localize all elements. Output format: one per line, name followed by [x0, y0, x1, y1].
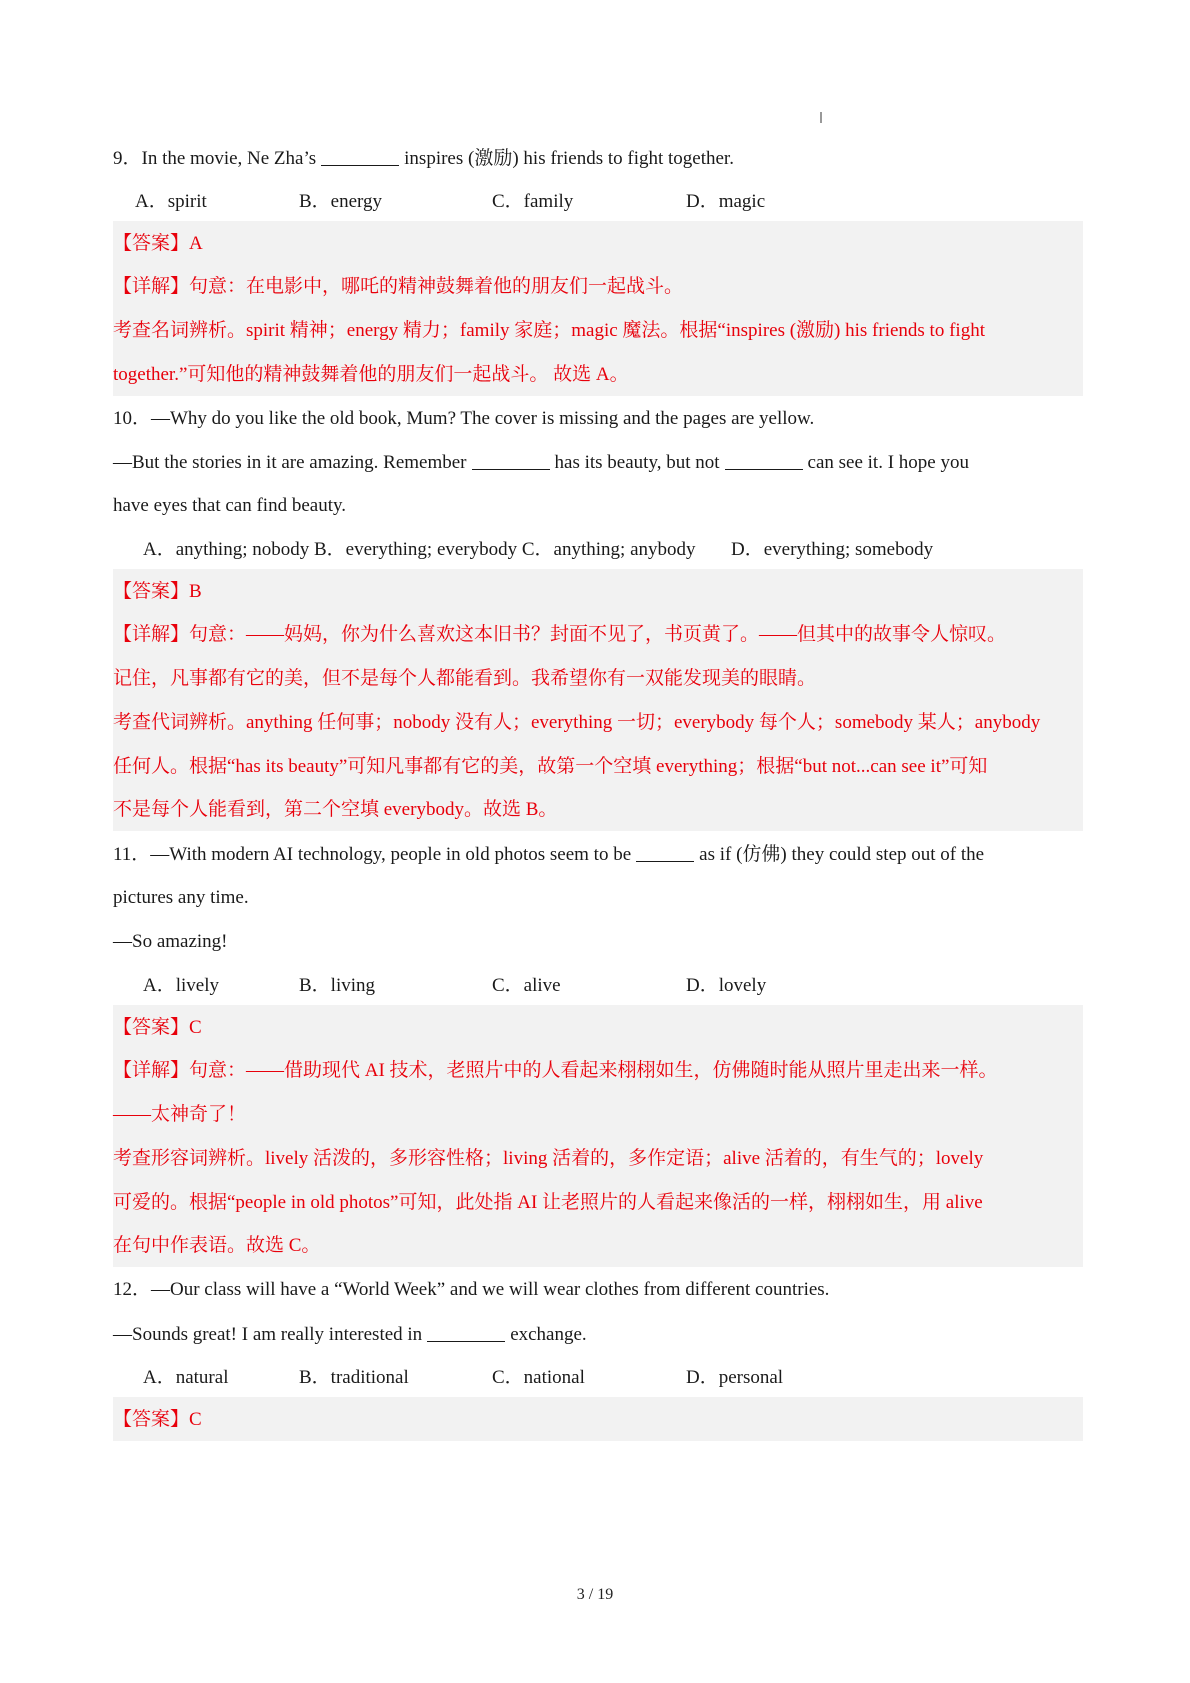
q12-option-b: B．traditional [299, 1367, 409, 1388]
q10-detail-2: 记住，凡事都有它的美，但不是每个人都能看到。我希望你有一双能发现美的眼睛。 [113, 668, 817, 689]
q9-detail-3: together.”可知他的精神鼓舞着他的朋友们一起战斗。 故选 A。 [113, 364, 629, 385]
q10-blank-2 [725, 452, 803, 470]
q9-option-a: A．spirit [135, 191, 207, 212]
q9-detail-2: 考查名词辨析。spirit 精神；energy 精力；family 家庭；magic 魔法。根据“inspires (激励) his friends to fight [113, 320, 985, 341]
q11-blank [636, 844, 694, 862]
q11-detail-1: 【详解】句意：——借助现代 AI 技术，老照片中的人看起来栩栩如生，仿佛随时能从照片里走出来一样。 [113, 1060, 998, 1081]
q11-option-d: D．lovely [686, 975, 767, 996]
q9-stem-start: 9．In the movie, Ne Zha’s [113, 148, 317, 169]
q11-detail-2: ——太神奇了！ [113, 1104, 247, 1125]
q12-stem-2 [113, 1322, 587, 1347]
q10-detail-4: 任何人。根据“has its beauty”可知凡事都有它的美，故第一个空填 everything；根据“but not...can see it”可知 [113, 756, 988, 777]
q12-stem-2-end: exchange. [510, 1324, 587, 1345]
q10-blank-1 [472, 452, 550, 470]
q12-stem-2-start: —Sounds great! I am really interested in [113, 1324, 423, 1345]
q11-detail-4: 可爱的。根据“people in old photos”可知，此处指 AI 让老照片的人看起来像活的一样，栩栩如生，用 alive [113, 1192, 983, 1213]
q10-answer: 【答案】B [113, 581, 202, 602]
q9-answer: 【答案】A [113, 233, 203, 254]
q12-option-d: D．personal [686, 1367, 784, 1388]
q9-stem [113, 146, 734, 171]
q9-option-b: B．energy [299, 191, 383, 212]
q11-answer: 【答案】C [113, 1017, 202, 1038]
q12-blank [427, 1324, 505, 1342]
q9-option-d: D．magic [686, 191, 766, 212]
q10-stem-2-start: —But the stories in it are amazing. Remember [113, 452, 467, 473]
q12-option-a: A．natural [143, 1367, 229, 1388]
q12-option-c: C．national [492, 1367, 585, 1388]
q10-detail-5: 不是每个人能看到，第二个空填 everybody。故选 B。 [113, 799, 558, 820]
q10-stem-2-end: can see it. I hope you [807, 452, 969, 473]
q9-option-c: C．family [492, 191, 574, 212]
q10-stem-1: 10．—Why do you like the old book, Mum? The cover is missing and the pages are yellow. [113, 408, 815, 429]
q12-answer-box [113, 1397, 1083, 1441]
q12-stem-1: 12．—Our class will have a “World Week” and we will wear clothes from different countries. [113, 1279, 830, 1300]
page-marker [820, 112, 822, 123]
q10-option-d: D．everything; somebody [731, 539, 934, 560]
q9-blank [321, 148, 399, 166]
q10-options-abc: A．anything; nobody B．everything; everybody C．anything; anybody [143, 539, 696, 560]
q11-stem-2: pictures any time. [113, 887, 249, 908]
q11-detail-3: 考查形容词辨析。lively 活泼的，多形容性格；living 活着的，多作定语；alive 活着的，有生气的；lovely [113, 1148, 984, 1169]
q10-detail-3: 考查代词辨析。anything 任何事；nobody 没有人；everything 一切；everybody 每个人；somebody 某人；anybody [113, 712, 1041, 733]
q11-option-b: B．living [299, 975, 376, 996]
q11-stem-1-start: 11．—With modern AI technology, people in old photos seem to be [113, 844, 632, 865]
q11-stem-1-end: as if (仿佛) they could step out of the [699, 844, 985, 865]
q11-stem-3: —So amazing! [113, 931, 228, 952]
q10-stem-2-mid: has its beauty, but not [554, 452, 720, 473]
q9-stem-end: inspires (激励) his friends to fight together. [404, 148, 734, 169]
q9-detail-1: 【详解】句意：在电影中，哪吒的精神鼓舞着他的朋友们一起战斗。 [113, 276, 684, 297]
page-number: 3 / 19 [576, 1586, 614, 1603]
q11-option-a: A．lively [143, 975, 219, 996]
q11-stem-1 [113, 842, 984, 867]
q11-detail-5: 在句中作表语。故选 C。 [113, 1235, 321, 1256]
q10-stem-2 [113, 450, 969, 475]
q10-answer-box [113, 569, 1083, 831]
q11-option-c: C．alive [492, 975, 561, 996]
q9-answer-box [113, 221, 1083, 396]
q10-stem-3: have eyes that can find beauty. [113, 495, 347, 516]
q10-detail-1: 【详解】句意：——妈妈，你为什么喜欢这本旧书？封面不见了，书页黄了。——但其中的故事令人惊叹。 [113, 624, 1007, 645]
q12-answer: 【答案】C [113, 1409, 202, 1430]
q11-answer-box [113, 1005, 1083, 1267]
